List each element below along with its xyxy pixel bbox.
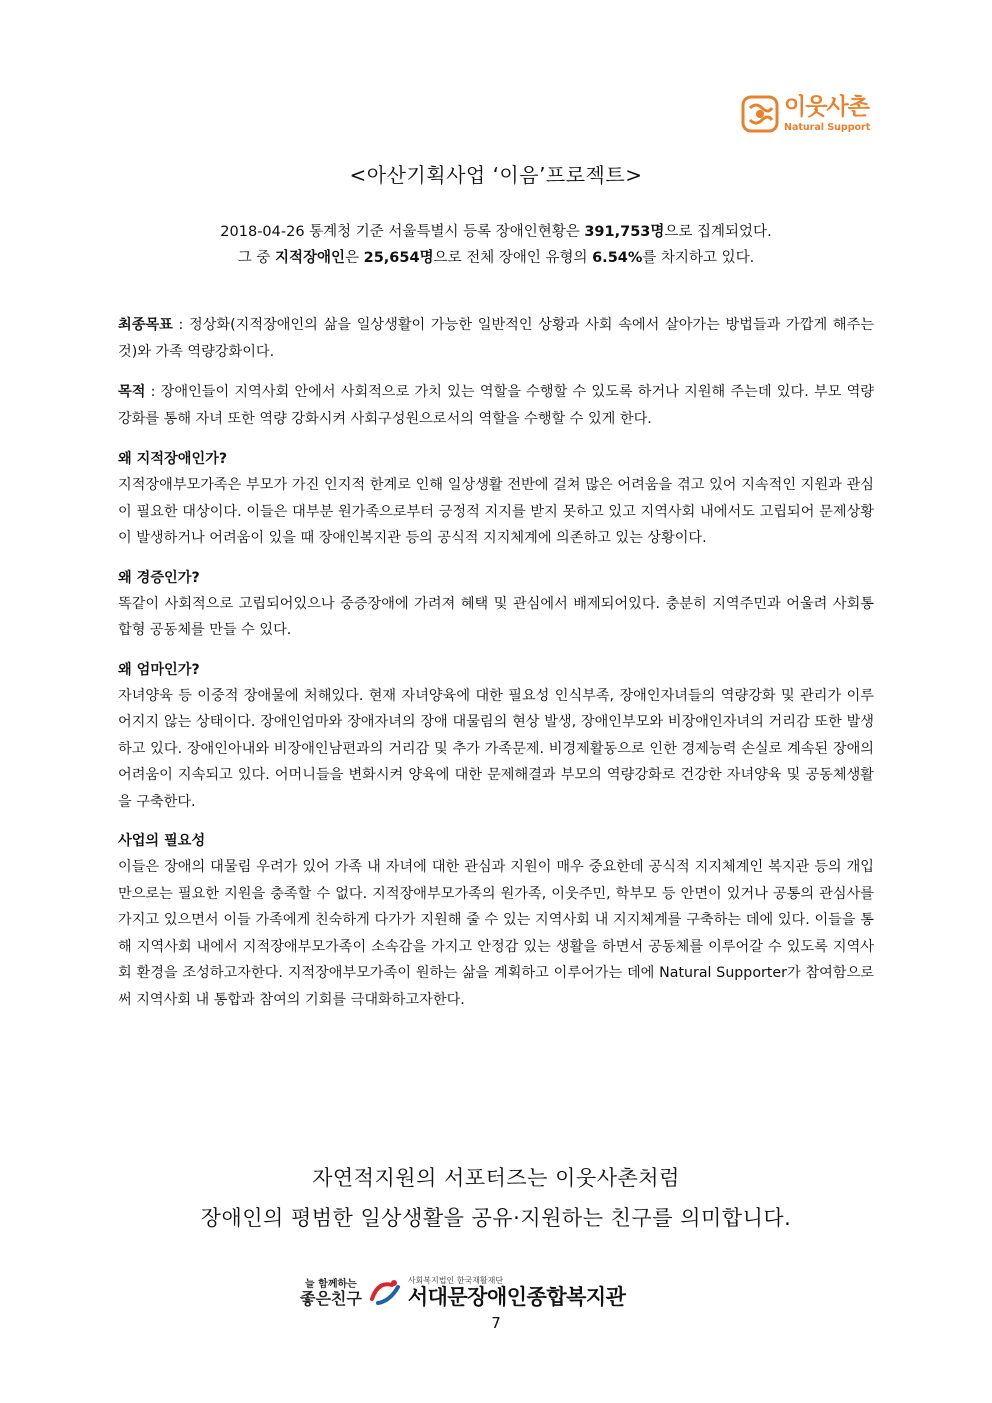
purpose-paragraph xyxy=(118,379,874,432)
page-number: 7 xyxy=(491,1314,501,1332)
goal-label: 최종목표 xyxy=(118,317,173,333)
purpose-text: : 장애인들이 지역사회 안에서 사회적으로 가치 있는 역할을 수행할 수 있도록 하거나 지원해 주는데 있다. 부모 역량강화를 통해 자녀 또한 역량 강화시켜 사회구성원으로서의 역할을 수행할 수 있게 한다. xyxy=(118,384,874,427)
section-why-mother xyxy=(118,657,874,816)
purpose-label: 목적 xyxy=(118,384,146,400)
main-content xyxy=(118,312,874,1026)
logo-text: 이웃사촌 xyxy=(784,93,869,120)
intro-text: 그 중 xyxy=(237,250,275,266)
section-heading: 왜 엄마인가? xyxy=(118,661,200,678)
org-name: 서대문장애인종합복지관 xyxy=(407,1284,626,1309)
section-heading: 왜 경증인가? xyxy=(118,569,200,586)
section-body: 지적장애부모가족은 부모가 가진 인지적 한계로 인해 일상생활 전반에 걸쳐 많은 어려움을 겪고 있어 지속적인 지원과 관심이 필요한 대상이다. 이들은 대부분 원가족으로부터 긍정적 지지를 받지 못하고 있고 지역사회 내에서도 고립되어 문제상황이 발생하거나 어려움이 있을 때 장애인복지관 등의 공식적 지지체계에 의존하고 있는 상황이다. xyxy=(118,477,874,546)
document-title: <아산기획사업 ‘이음’프로젝트> xyxy=(349,163,643,187)
section-body: 자녀양육 등 이중적 장애물에 처해있다. 현재 자녀양육에 대한 필요성 인식부족, 장애인자녀들의 역량강화 및 관리가 이루어지지 않는 상태이다. 장애인엄마와 장애자녀의 장애 대물림의 현상 발생, 장애인부모와 비장애인자녀의 거리감 또한 발생하고 있다. 장애인아내와 비장애인남편과의 거리감 및 추가 가족문제. 비경제활동으로 인한 경제능력 손실로 계속된 장애의 어려움이 지속되고 있다. 어머니들을 변화시켜 양육에 대한 문제해결과 부모의 역량강화로 건강한 자녀양육 및 공동체생활을 구축한다. xyxy=(118,687,874,810)
intro-text: 은 xyxy=(344,250,364,266)
org-small-label: 사회복지법인 한국재활재단 xyxy=(407,1275,504,1285)
hands-logo-icon xyxy=(740,94,780,134)
section-necessity xyxy=(118,828,874,1013)
intro-highlight: 지적장애인 xyxy=(274,250,345,266)
intro-text: 2018-04-26 통계청 기준 서울특별시 등록 장애인현황은 xyxy=(220,224,585,240)
intro-highlight: 6.54% xyxy=(592,250,643,266)
intro-line-2 xyxy=(100,245,892,271)
logo-subtext: Natural Support xyxy=(784,121,871,133)
slogan-top: 늘 함께하는 xyxy=(305,1279,357,1290)
slogan-bottom: 좋은친구 xyxy=(300,1289,362,1308)
closing-line-1: 자연적지원의 서포터즈는 이웃사촌처럼 xyxy=(312,1166,680,1190)
footer-slogan xyxy=(300,1278,362,1306)
welfare-center-emblem-icon xyxy=(368,1277,402,1307)
intro-text: 으로 집계되었다. xyxy=(664,224,772,240)
intro-highlight: 391,753명 xyxy=(584,224,665,240)
section-why-mild xyxy=(118,565,874,644)
intro-text: 를 차지하고 있다. xyxy=(642,250,755,266)
section-heading: 왜 지적장애인가? xyxy=(118,451,228,467)
section-body: 똑같이 사회적으로 고립되어있으나 중증장애에 가려져 혜택 및 관심에서 배제되어있다. 충분히 지역주민과 어울려 사회통합형 공동체를 만들 수 있다. xyxy=(118,595,874,638)
footer-logo xyxy=(300,1272,670,1312)
closing-line-2: 장애인의 평범한 일상생활을 공유·지원하는 친구를 의미합니다. xyxy=(200,1206,792,1230)
goal-text: : 정상화(지적장애인의 삶을 일상생활이 가능한 일반적인 상황과 사회 속에서 살아가는 방법들과 가깝게 해주는 것)와 가족 역량강화이다. xyxy=(118,317,874,360)
intro-statistics xyxy=(100,219,892,271)
intro-highlight: 25,654명 xyxy=(363,250,434,266)
header-logo xyxy=(740,92,880,136)
closing-statement xyxy=(0,1158,992,1238)
intro-text: 으로 전체 장애인 유형의 xyxy=(433,250,593,266)
section-body: 이들은 장애의 대물림 우려가 있어 가족 내 자녀에 대한 관심과 지원이 매우 중요한데 공식적 지지체계인 복지관 등의 개입만으로는 필요한 지원을 충족할 수 없다. 지적장애부모가족의 원가족, 이웃주민, 학부모 등 안면이 있거나 공통의 관심사를 가지고 있으면서 이들 가족에게 친숙하게 다가가 지원해 줄 수 있는 지역사회 내 지지체계를 구축하는 데에 있다. 이들을 통해 지역사회 내에서 지적장애부모가족이 소속감을 가지고 안정감 있는 생활을 하면서 공동체를 이루어갈 수 있도록 지역사회 환경을 조성하고자한다. 지적장애부모가족이 원하는 삶을 계획하고 이루어가는 데에 Natural Supporter가 참여함으로써 지역사회 내 통합과 참여의 기회를 극대화하고자한다. xyxy=(118,859,874,1008)
intro-line-1 xyxy=(100,219,892,245)
section-heading: 사업의 필요성 xyxy=(118,833,206,849)
section-why-intellectual xyxy=(118,446,874,552)
goal-paragraph xyxy=(118,312,874,365)
